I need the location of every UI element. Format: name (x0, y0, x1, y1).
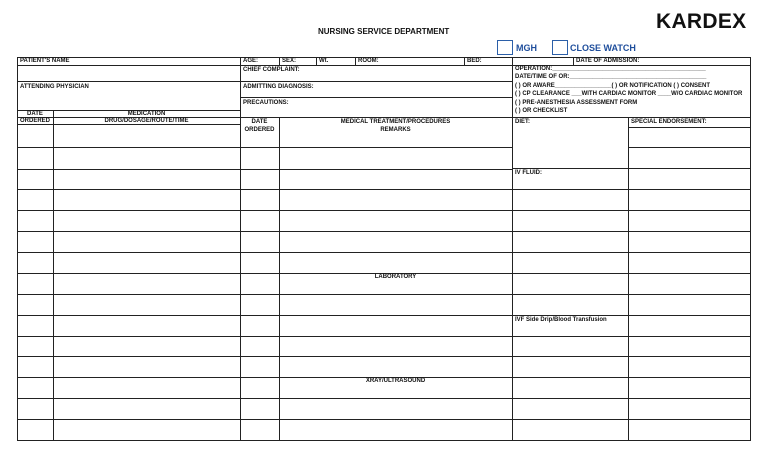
treatment-header: MEDICAL TREATMENT/PROCEDURES (340, 119, 451, 125)
bed-label: BED: (467, 58, 482, 64)
laboratory-label: LABORATORY (374, 274, 417, 280)
close-watch-label: CLOSE WATCH (570, 43, 636, 53)
row-rule (240, 231, 512, 232)
mgh-checkbox[interactable] (497, 40, 513, 55)
ordered-header-2: ORDERED (244, 127, 275, 133)
row-rule (628, 189, 751, 190)
row-rule (17, 294, 240, 295)
date-header: DATE (27, 111, 43, 117)
rule (316, 57, 317, 65)
row-rule (17, 147, 240, 148)
row-rule (17, 398, 240, 399)
row-rule (512, 356, 628, 357)
remarks-header: REMARKS (380, 127, 411, 133)
drug-dosage-header: DRUG/DOSAGE/ROUTE/TIME (104, 118, 189, 124)
admitting-diagnosis-label: ADMITTING DIAGNOSIS: (243, 84, 314, 90)
row-rule (512, 210, 628, 211)
row-rule (17, 377, 240, 378)
cp-clearance-line: ( ) CP CLEARANCE ___WITH CARDIAC MONITOR ____W/O CARDIAC MONITOR (515, 91, 743, 97)
special-endorsement-label: SPECIAL ENDORSEMENT: (631, 119, 707, 125)
row-rule (17, 315, 240, 316)
medication-header: MEDICATION (127, 111, 166, 117)
row-rule (628, 419, 751, 420)
row-rule (17, 419, 240, 420)
row-rule (240, 169, 512, 170)
row-rule (628, 398, 751, 399)
row-rule (240, 419, 512, 420)
diet-label: DIET: (515, 119, 530, 125)
row-rule (240, 189, 512, 190)
row-rule (628, 231, 751, 232)
row-rule (240, 356, 512, 357)
row-rule (17, 252, 240, 253)
row-rule (17, 336, 240, 337)
row-rule (240, 315, 512, 316)
or-aware-line: ( ) OR AWARE_________________( ) OR NOTIFICATION ( ) CONSENT (515, 83, 711, 89)
ivf-side-drip-label: IVF Side Drip/Blood Transfusion (515, 317, 607, 323)
row-rule (628, 252, 751, 253)
row-rule (628, 356, 751, 357)
row-rule (628, 210, 751, 211)
row-rule (628, 147, 751, 148)
kardex-title: KARDEX (656, 10, 747, 33)
pre-anesthesia-line: ( ) PRE-ANESTHESIA ASSESSMENT FORM (515, 100, 638, 106)
sex-label: SEX: (282, 58, 297, 64)
rule (573, 57, 574, 65)
rule (240, 57, 241, 441)
rule (355, 57, 356, 65)
rule (512, 57, 513, 441)
row-rule (240, 336, 512, 337)
age-label: AGE: (243, 58, 258, 64)
wt-label: Wt. (319, 58, 329, 64)
row-rule (512, 294, 628, 295)
row-rule (17, 169, 240, 170)
row-rule (17, 210, 240, 211)
row-rule (512, 336, 628, 337)
row-rule (17, 189, 240, 190)
row-rule (628, 127, 751, 128)
row-rule (628, 168, 751, 169)
rule (279, 57, 280, 65)
date-of-admission-label: DATE OF ADMISSION: (576, 58, 640, 64)
row-rule (17, 231, 240, 232)
row-rule (240, 210, 512, 211)
row-rule (512, 377, 628, 378)
row-rule (512, 168, 628, 169)
patient-name-label: PATIENT'S NAME (20, 58, 70, 64)
close-watch-checkbox[interactable] (552, 40, 568, 55)
rule (17, 81, 240, 82)
row-rule (240, 147, 512, 148)
rule (628, 117, 629, 441)
ordered-header: ORDERED (19, 118, 50, 124)
row-rule (628, 273, 751, 274)
row-rule (17, 273, 240, 274)
department-title: NURSING SERVICE DEPARTMENT (318, 27, 450, 36)
rule (53, 110, 54, 441)
attending-physician-label: ATTENDING PHYSICIAN (20, 84, 89, 90)
mgh-label: MGH (516, 43, 537, 53)
row-rule (512, 398, 628, 399)
iv-fluid-label: IV FLUID: (515, 170, 542, 176)
or-checklist-line: ( ) OR CHECKLIST (515, 108, 568, 114)
row-rule (240, 398, 512, 399)
operation-label: OPERATION:______________________________________________ (515, 66, 706, 72)
row-rule (240, 294, 512, 295)
row-rule (628, 377, 751, 378)
row-rule (512, 419, 628, 420)
xray-label: XRAY/ULTRASOUND (365, 378, 426, 384)
row-rule (17, 356, 240, 357)
precautions-label: PRECAUTIONS: (243, 100, 289, 106)
row-rule (512, 273, 628, 274)
date-header-2: DATE (251, 119, 268, 125)
room-label: ROOM: (358, 58, 379, 64)
row-rule (512, 231, 628, 232)
row-rule (240, 252, 512, 253)
chief-complaint-label: CHIEF COMPLAINT: (243, 67, 300, 73)
row-rule (628, 336, 751, 337)
rule (240, 97, 512, 98)
datetime-or-label: DATE/TIME OF OR:_________________________________________ (515, 74, 707, 80)
row-rule (512, 252, 628, 253)
rule (240, 81, 512, 82)
row-rule (512, 189, 628, 190)
rule (464, 57, 465, 65)
row-rule (628, 294, 751, 295)
row-rule (628, 315, 751, 316)
row-rule (512, 315, 628, 316)
